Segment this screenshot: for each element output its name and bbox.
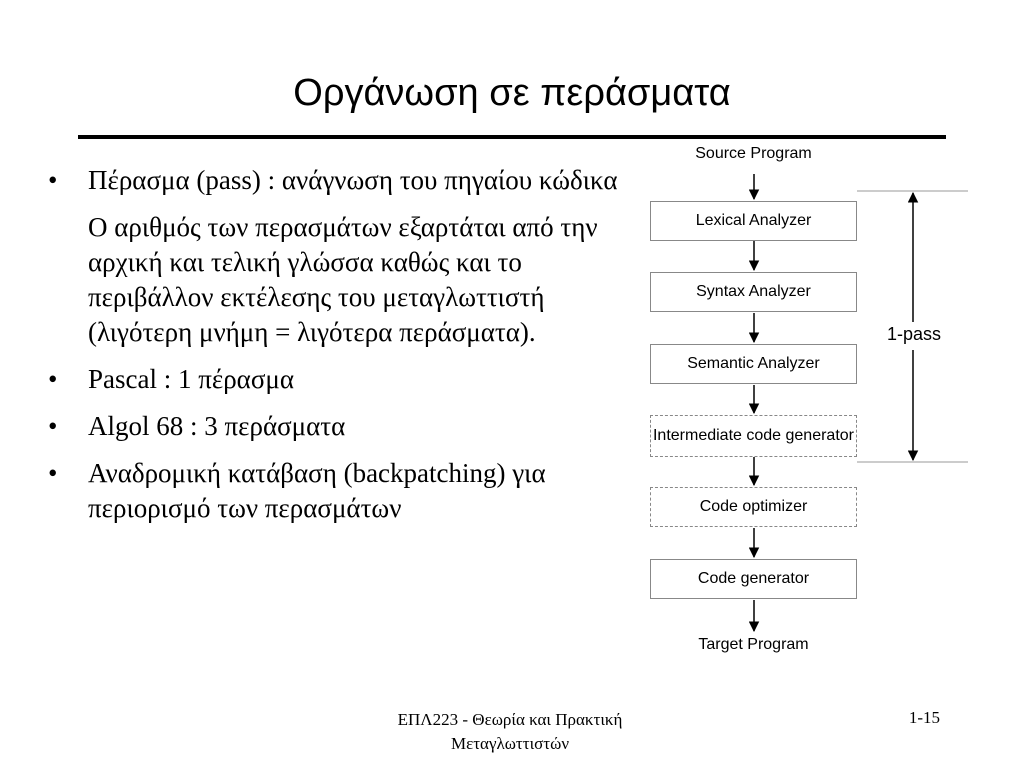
stage-syntax-analyzer: Syntax Analyzer (650, 272, 857, 312)
bullet-dot: • (48, 458, 58, 488)
bullet-dot: • (48, 165, 58, 195)
bullet-text: Algol 68 : 3 περάσματα (88, 411, 346, 441)
stage-lexical-analyzer: Lexical Analyzer (650, 201, 857, 241)
source-program-label: Source Program (695, 145, 812, 162)
one-pass-label: 1-pass (874, 324, 954, 345)
slide-title: Οργάνωση σε περάσματα (293, 72, 731, 114)
stage-intermediate-code-generator: Intermediate code generator (650, 415, 857, 457)
footer-course: ΕΠΛ223 - Θεωρία και Πρακτική Μεταγλωττιστών (397, 710, 623, 753)
title-underline (78, 135, 946, 139)
stage-code-optimizer: Code optimizer (650, 487, 857, 527)
bullet-item-pascal (48, 362, 648, 397)
page-number: 1-15 (908, 708, 940, 727)
bullet-continuation: Ο αριθμός των περασμάτων εξαρτάται από την αρχική και τελική γλώσσα καθώς και το περιβάλλον εκτέλεσης του μεταγλωττιστή (λιγότερη μνήμη = λιγότερα περάσματα). (88, 212, 598, 347)
bullet-text: Pascal : 1 πέρασμα (88, 364, 294, 394)
bullet-dot: • (48, 411, 58, 441)
compiler-pipeline-diagram (630, 140, 1020, 660)
stage-semantic-analyzer: Semantic Analyzer (650, 344, 857, 384)
bullet-list (48, 163, 648, 538)
bullet-item-pass (48, 163, 648, 198)
stage-code-generator: Code generator (650, 559, 857, 599)
bullet-text: Πέρασμα (pass) : ανάγνωση του πηγαίου κώδικα (88, 165, 618, 195)
bullet-item-backpatching (48, 456, 648, 526)
bullet-text: Αναδρομική κατάβαση (backpatching) για περιορισμό των περασμάτων (88, 458, 546, 523)
bullet-dot: • (48, 364, 58, 394)
target-program-label: Target Program (698, 636, 809, 653)
bullet-item-algol (48, 409, 648, 444)
